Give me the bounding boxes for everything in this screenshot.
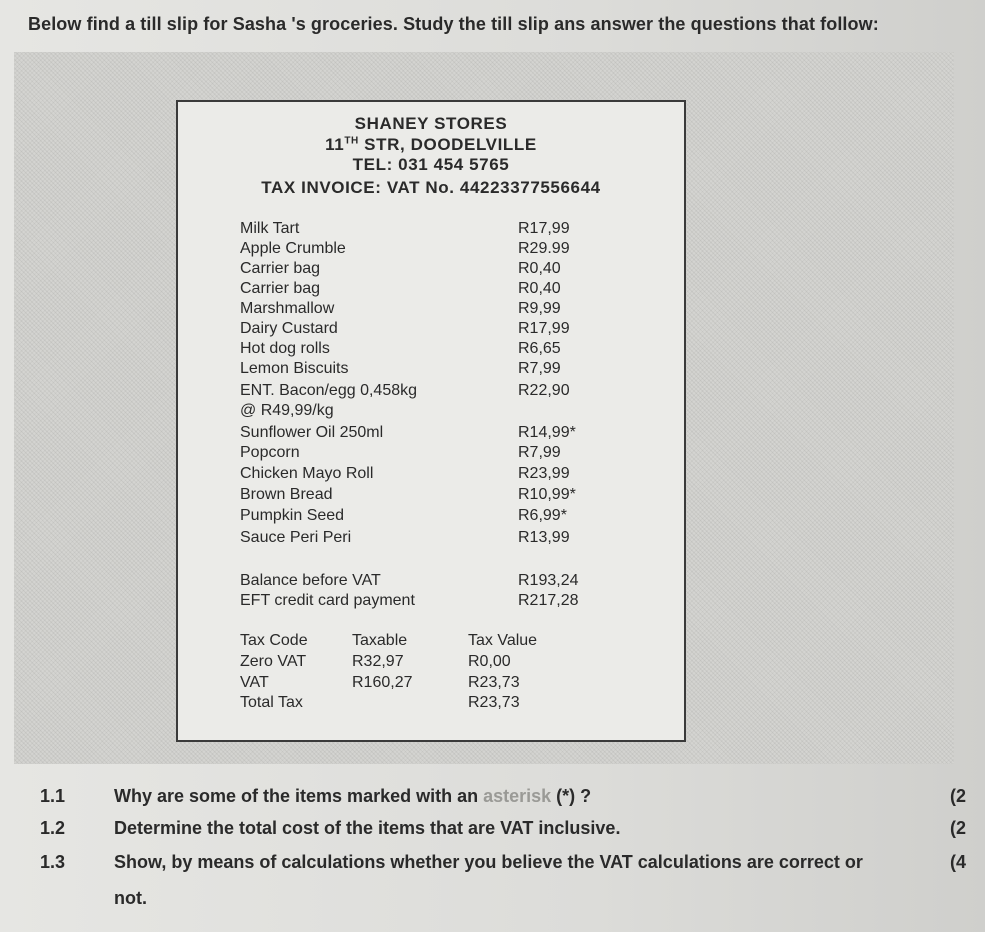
question-marks: (2 <box>950 818 967 838</box>
tax-header-value: Tax Value <box>468 632 538 649</box>
item-name: Chicken Mayo Roll <box>240 465 374 482</box>
item-price: R29.99 <box>518 240 570 257</box>
store-name: SHANEY STORES <box>354 114 508 133</box>
question-continuation: not. <box>114 888 147 908</box>
item-name: Carrier bag <box>240 260 321 277</box>
item-price: R14,99* <box>518 424 576 441</box>
question-text: Show, by means of calculations whether you believe the VAT calculations are correct or <box>114 852 863 872</box>
item-price: R23,99 <box>518 465 570 482</box>
question-text: Determine the total cost of the items that are VAT inclusive. <box>114 818 621 838</box>
item-name: Carrier bag <box>240 280 321 297</box>
item-price: R22,90 <box>518 382 570 399</box>
tax-cell: R32,97 <box>352 653 404 670</box>
address-number: 11 <box>325 135 345 154</box>
tax-cell: Zero VAT <box>240 653 307 670</box>
question-marks: (2 <box>950 786 967 806</box>
tax-cell: R23,73 <box>468 694 520 711</box>
question-marks: (4 <box>950 852 967 872</box>
item-name: Milk Tart <box>240 220 300 237</box>
balance-label: Balance before VAT <box>240 572 381 589</box>
item-name: Apple Crumble <box>240 240 346 257</box>
tax-cell: VAT <box>240 674 269 691</box>
payment-label: EFT credit card payment <box>240 592 415 609</box>
item-price: R7,99 <box>518 444 561 461</box>
tax-cell: Total Tax <box>240 694 303 711</box>
store-telephone: TEL: 031 454 5765 <box>352 155 510 174</box>
item-price: R10,99* <box>518 486 576 503</box>
balance-value: R193,24 <box>518 572 579 589</box>
item-price: R7,99 <box>518 360 561 377</box>
item-name: ENT. Bacon/egg 0,458kg <box>240 382 418 399</box>
question-text-part: Why are some of the items marked with an <box>114 786 484 806</box>
item-unit-price: @ R49,99/kg <box>240 402 334 419</box>
item-price: R9,99 <box>518 300 561 317</box>
item-name: Sauce Peri Peri <box>240 529 352 546</box>
tax-cell: R23,73 <box>468 674 520 691</box>
tax-invoice-line: TAX INVOICE: VAT No. 44223377556644 <box>261 178 601 197</box>
tax-cell: R160,27 <box>352 674 413 691</box>
address-suffix: TH <box>344 135 359 147</box>
question-number: 1.2 <box>40 818 66 838</box>
item-price: R13,99 <box>518 529 570 546</box>
tax-header-code: Tax Code <box>240 632 308 649</box>
item-name: Lemon Biscuits <box>240 360 349 377</box>
question-text <box>114 786 591 807</box>
item-name: Popcorn <box>240 444 300 461</box>
item-price: R0,40 <box>518 260 561 277</box>
question-text-faint: asterisk <box>483 786 552 806</box>
item-price: R17,99 <box>518 220 570 237</box>
store-address <box>178 135 684 155</box>
item-name: Marshmallow <box>240 300 335 317</box>
tax-header-taxable: Taxable <box>352 632 408 649</box>
payment-value: R217,28 <box>518 592 579 609</box>
item-name: Brown Bread <box>240 486 333 503</box>
item-name: Sunflower Oil 250ml <box>240 424 384 441</box>
question-number: 1.3 <box>40 852 66 872</box>
question-number: 1.1 <box>40 786 66 806</box>
item-price: R6,99* <box>518 507 567 524</box>
item-name: Pumpkin Seed <box>240 507 345 524</box>
item-name: Hot dog rolls <box>240 340 330 357</box>
item-price: R6,65 <box>518 340 561 357</box>
intro-text: Below find a till slip for Sasha 's groceries. Study the till slip ans answer the questions that follow: <box>28 14 879 34</box>
till-slip <box>176 100 686 742</box>
question-text-part: (*) ? <box>551 786 592 806</box>
item-price: R17,99 <box>518 320 570 337</box>
tax-cell: R0,00 <box>468 653 511 670</box>
item-price: R0,40 <box>518 280 561 297</box>
address-street: STR, DOODELVILLE <box>358 135 537 154</box>
item-name: Dairy Custard <box>240 320 338 337</box>
